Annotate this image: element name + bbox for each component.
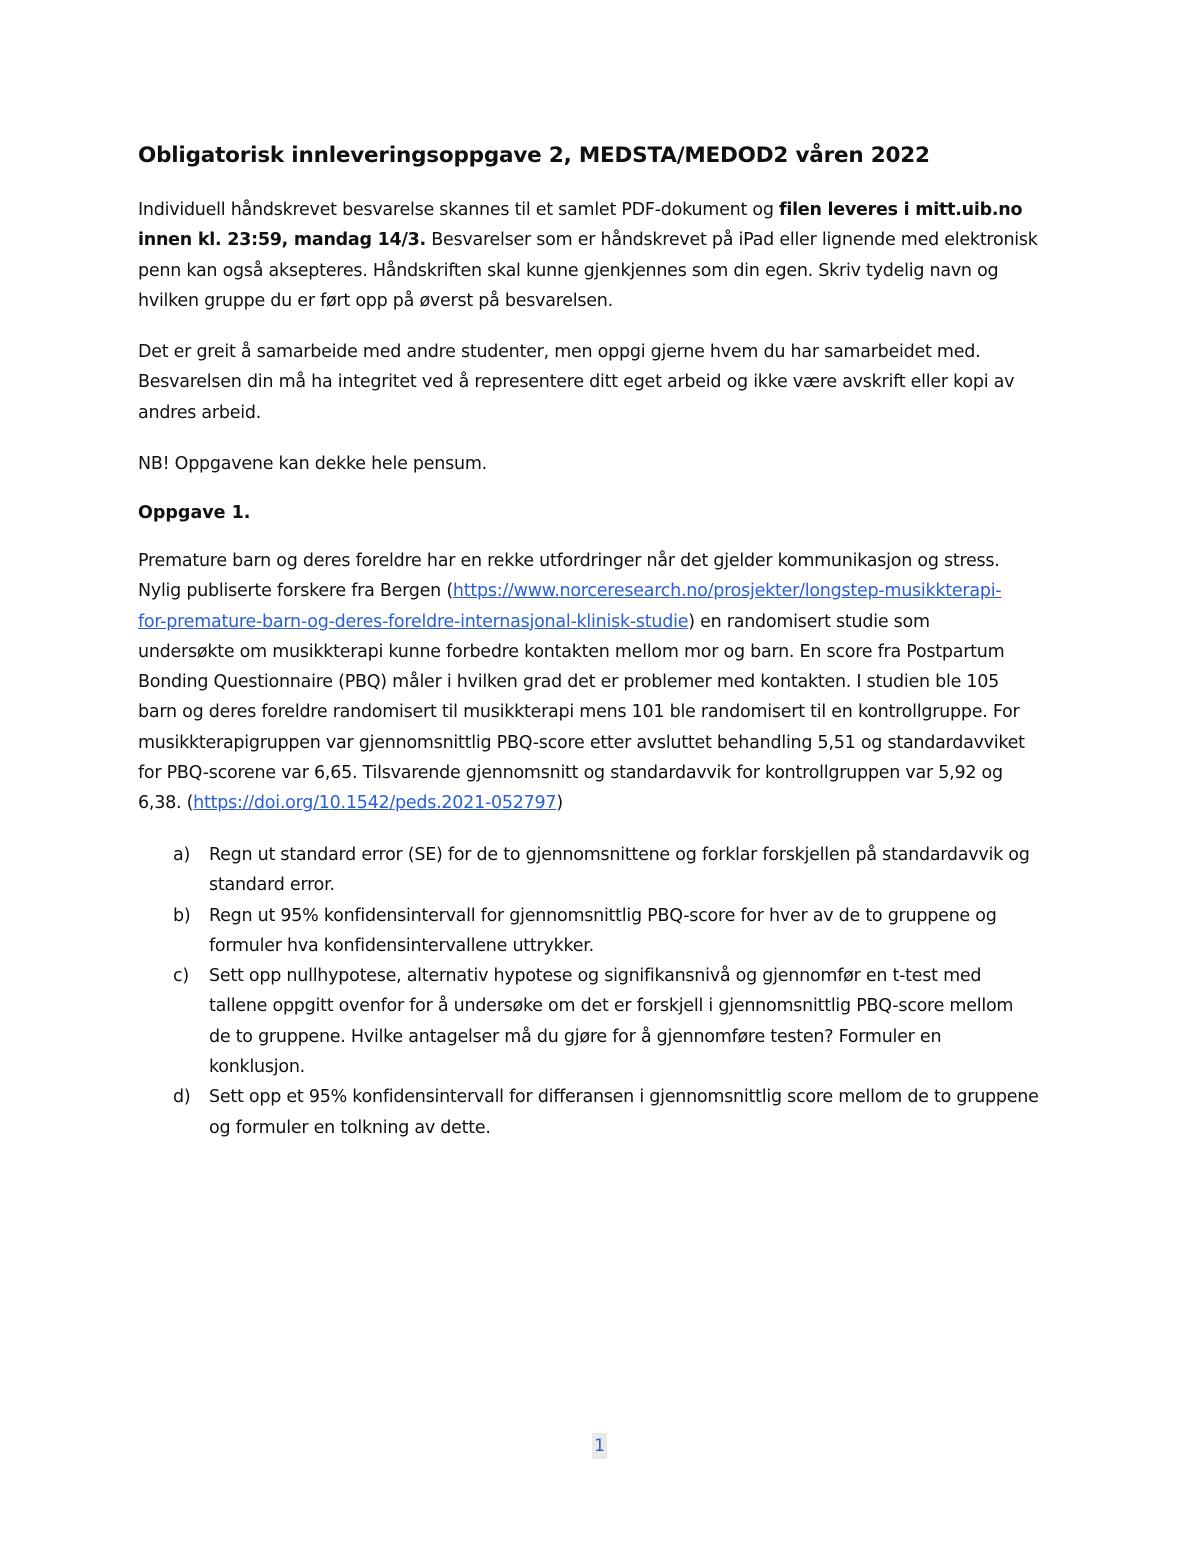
task-text: Nylig publiserte forskere fra Bergen (: [138, 581, 453, 602]
intro-text: Besvarelser som er håndskrevet på iPad eller lignende med elektronisk: [425, 230, 1038, 251]
task-text: ) en randomisert studie som: [688, 611, 930, 632]
task-line-5: Bonding Questionnaire (PBQ) måler i hvilken grad det er problemer med kontakten. I studien ble 105: [138, 672, 1000, 693]
collab-line-3: andres arbeid.: [138, 402, 262, 423]
question-line: formuler hva konfidensintervallene uttrykker.: [209, 935, 594, 956]
question-line: Sett opp nullhypotese, alternativ hypotese og signifikansnivå og gjennomfør en t-test med: [209, 966, 982, 987]
question-line: og formuler en tolkning av dette.: [209, 1117, 491, 1138]
doi-link[interactable]: https://doi.org/10.1542/peds.2021-052797: [193, 793, 557, 814]
collaboration-paragraph: [138, 337, 1063, 428]
question-line: Regn ut standard error (SE) for de to gjennomsnittene og forklar forskjellen på standardavvik og: [209, 845, 1030, 865]
intro-line-2: [138, 225, 1063, 255]
task-line-1: Premature barn og deres foreldre har en rekke utfordringer når det gjelder kommunikasjon og stress.: [138, 551, 1000, 571]
question-line: tallene oppgitt ovenfor for å undersøke om det er forskjell i gjennomsnittlig PBQ-score mellom: [209, 996, 1014, 1017]
task-line-8: for PBQ-scorene var 6,65. Tilsvarende gjennomsnitt og standardavvik for kontrollgruppen var 5,92 og: [138, 763, 1003, 784]
nb-note: [138, 449, 1063, 479]
question-marker: c): [173, 966, 189, 987]
norce-project-link-continued[interactable]: for-premature-barn-og-deres-foreldre-internasjonal-klinisk-studie: [138, 611, 689, 632]
norce-project-link[interactable]: https://www.norceresearch.no/prosjekter/longstep-musikkterapi-: [452, 581, 1002, 602]
task-text: ): [556, 793, 563, 814]
question-marker: d): [173, 1087, 191, 1108]
task-heading: Oppgave 1.: [138, 503, 251, 523]
question-line: standard error.: [209, 875, 335, 896]
collab-line-1: Det er greit å samarbeide med andre studenter, men oppgi gjerne hvem du har samarbeidet med.: [138, 342, 981, 362]
question-list: [138, 840, 1068, 1143]
task-line-9: [138, 788, 1063, 818]
question-item-b: [138, 901, 1068, 962]
nb-text: NB! Oppgavene kan dekke hele pensum.: [138, 454, 487, 474]
question-marker: a): [173, 845, 191, 865]
document-title: Obligatorisk innleveringsoppgave 2, MEDSTA/MEDOD2 våren 2022: [138, 143, 930, 168]
question-item-c: [138, 961, 1068, 1082]
question-marker: b): [173, 905, 191, 926]
intro-line-4: hvilken gruppe du er ført opp på øverst på besvarelsen.: [138, 290, 613, 311]
task-line-2: [138, 576, 1063, 606]
task-paragraph: [138, 546, 1063, 819]
question-line: Sett opp et 95% konfidensintervall for differansen i gjennomsnittlig score mellom de to gruppene: [209, 1087, 1039, 1108]
intro-line-1: [138, 195, 1063, 225]
task-text: 6,38. (: [138, 793, 194, 814]
question-line: konklusjon.: [209, 1057, 305, 1078]
question-item-a: [138, 840, 1068, 901]
task-line-7: musikkterapigruppen var gjennomsnittlig PBQ-score etter avsluttet behandling 5,51 og standardavviket: [138, 732, 1025, 753]
question-line: de to gruppene. Hvilke antagelser må du gjøre for å gjennomføre testen? Formuler en: [209, 1026, 942, 1047]
task-line-6: barn og deres foreldre randomisert til musikkterapi mens 101 ble randomisert til en kontrollgruppe. For: [138, 702, 1020, 723]
document-page: [138, 0, 1068, 1553]
intro-paragraph: [138, 195, 1063, 316]
task-line-3: [138, 607, 1063, 637]
task-line-4: undersøkte om musikkterapi kunne forbedre kontakten mellom mor og barn. En score fra Postpartum: [138, 641, 1005, 662]
page-number: 1: [592, 1433, 607, 1459]
question-line: Regn ut 95% konfidensintervall for gjennomsnittlig PBQ-score for hver av de to gruppene og: [209, 905, 997, 926]
intro-line-3: penn kan også aksepteres. Håndskriften skal kunne gjenkjennes som din egen. Skriv tydelig navn og: [138, 260, 999, 281]
intro-text: Individuell håndskrevet besvarelse skannes til et samlet PDF-dokument og: [138, 200, 779, 220]
question-item-d: [138, 1082, 1068, 1143]
intro-bold-deadline: filen leveres i mitt.uib.no: [779, 200, 1023, 220]
collab-line-2: Besvarelsen din må ha integritet ved å representere ditt eget arbeid og ikke være avskrift eller kopi av: [138, 372, 1015, 393]
intro-bold-deadline-date: innen kl. 23:59, mandag 14/3.: [138, 230, 426, 251]
